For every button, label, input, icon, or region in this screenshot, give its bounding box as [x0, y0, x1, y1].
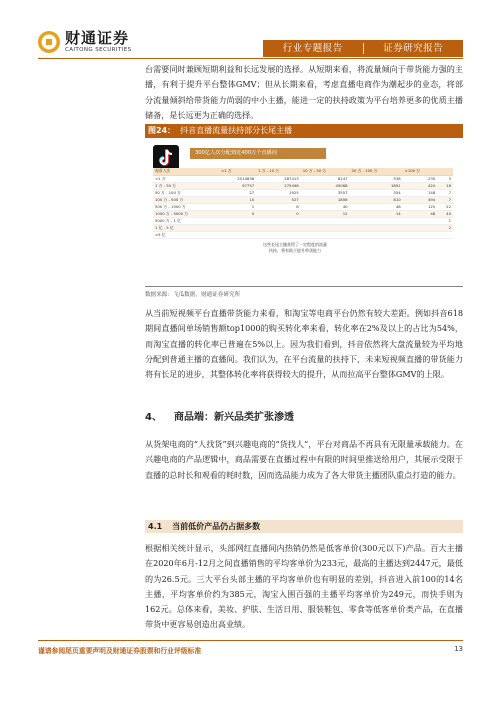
table-cell: 279496: [256, 182, 301, 189]
table-header: 观看人次: [153, 168, 219, 175]
table-cell: 7: [437, 189, 453, 196]
report-category: 行业专题报告: [282, 43, 343, 54]
table-cell: [403, 231, 438, 238]
table-cell: [301, 217, 350, 224]
table-cell: 287413: [256, 175, 301, 182]
subsection-number: 4.1: [148, 522, 163, 531]
table-cell: [350, 231, 403, 238]
row-label: 1 万 - 50 万: [153, 182, 219, 189]
table-cell: [219, 231, 256, 238]
table-row: [153, 231, 453, 238]
figure-number: 图24：: [148, 126, 176, 135]
table-cell: 1: [219, 203, 256, 210]
footer-disclaimer: 谨请参阅尾页重要声明及财通证券股票和行业评级标准: [38, 647, 202, 655]
table-cell: [403, 217, 438, 224]
table-cell: [256, 217, 301, 224]
table-cell: 424: [403, 182, 438, 189]
table-row: [153, 217, 453, 224]
paragraph-3-text: 从货架电商的“人找货”到兴趣电商的“货找人”，平台对商品不再具有无限量承载能力。在兴趣电商的产品逻辑中，商品需要在直播过程中有限的时间里推送给用户，其展示受限于直播的总时长和观看的耗时数，因而选品能力成为了各大带货主播团队重点打造的能力。: [145, 439, 463, 480]
section-number: 4、: [145, 412, 162, 423]
page-header: [0, 0, 500, 60]
table-cell: 1: [437, 217, 453, 224]
table-cell: [403, 224, 438, 231]
table-header-row: [153, 168, 453, 175]
table-row: [153, 182, 453, 189]
paragraph-1-text: 台需要同时兼顾短期利益和长远发展的选择。从短期来看，将流量倾向于带货能力强的主播，有利于提升平台整体GMV；但从长期来看，考虑直播电商作为潮起步的业态，将部分流量倾斜给带货能力尚弱的中小主播，能进一定的扶持政策为平台培养更多的优质主播储备，是长远更为正确的选择。: [145, 64, 463, 120]
figure-source: 数据来源：飞瓜数据，财通证券研究所: [145, 292, 241, 298]
row-label: 1000 万 - 5000 万: [153, 210, 219, 217]
table-cell: 494: [403, 196, 438, 203]
table-cell: 6: [256, 203, 301, 210]
table-header: 50 万 - 100 万: [350, 168, 403, 175]
table-cell: 235: [403, 175, 438, 182]
paragraph-2-text: 从当前短视频平台直播带货能力来看，和淘宝等电商平台仍然有较大差距。例如抖音618期间直播间单场销售额top1000的购买转化率来看，转化率在2%及以上的占比为54%，而淘宝直播的转化率已普遍在5%以上。因为我们看到，抖音依然将大盘流量较为平均地分配到普通主播的直播间。我们认为，在平台流量的扶持下，未来短视频直播的带货能力将有长足的进步，其整体转化率将获得较大的提升，从而拉高平台整体GMV的上限。: [145, 308, 463, 380]
table-header: 10 万 - 50 万: [301, 168, 350, 175]
table-cell: 148: [403, 189, 438, 196]
table-cell: [437, 231, 453, 238]
table-cell: 3557: [301, 189, 350, 196]
table-header: 1 万 - 10 万: [256, 168, 301, 175]
table-cell: 8147: [301, 175, 350, 182]
row-label: 50 万 - 100 万: [153, 189, 219, 196]
table-row: [153, 189, 453, 196]
table-cell: 538: [350, 175, 403, 182]
paragraph-3: [145, 437, 463, 483]
table-cell: [301, 224, 350, 231]
figure-divider: [145, 286, 463, 287]
table-cell: 1891: [350, 182, 403, 189]
report-type-banner: [263, 40, 463, 57]
table-cell: 97757: [219, 182, 256, 189]
traffic-distribution-table: [153, 168, 453, 239]
table-cell: 48: [350, 203, 403, 210]
table-cell: 3: [437, 175, 453, 182]
table-row: [153, 196, 453, 203]
subsection-title: 当前低价产品仍占据多数: [172, 522, 261, 531]
paragraph-2: [145, 306, 463, 382]
table-cell: 45068: [301, 182, 350, 189]
table-cell: 16: [437, 182, 453, 189]
table-row: [153, 210, 453, 217]
caitong-logo-icon: [37, 30, 61, 54]
table-cell: [256, 231, 301, 238]
table-cell: [301, 231, 350, 238]
table-cell: [256, 224, 301, 231]
table-cell: 810: [350, 196, 403, 203]
figure-banner: 300亿人次分配到近400万个直播间: [190, 148, 326, 159]
table-cell: 48: [403, 210, 438, 217]
table-cell: 40: [437, 210, 453, 217]
table-cell: 527: [256, 196, 301, 203]
table-cell: [219, 217, 256, 224]
page-footer: [38, 645, 463, 655]
logo-english: CAITONG SECURITIES: [65, 47, 132, 53]
table-cell: 2014836: [219, 175, 256, 182]
row-label: 100 万 - 500 万: [153, 196, 219, 203]
row-label: 5000 万 - 1 亿: [153, 217, 219, 224]
table-cell: 22: [437, 203, 453, 210]
table-cell: 7: [437, 196, 453, 203]
table-cell: [350, 217, 403, 224]
row-label: 1 亿 - 5 亿: [153, 224, 219, 231]
report-kind: 证券研究报告: [383, 43, 444, 54]
table-row: [153, 203, 453, 210]
table-cell: [350, 224, 403, 231]
page-number: 13: [454, 645, 463, 653]
row-label: >5 亿: [153, 231, 219, 238]
header-divider: [38, 58, 463, 59]
footer-divider: [38, 640, 463, 641]
table-cell: 0: [219, 210, 256, 217]
figure-callout: 这些长尾主播获得了一定程度的流量扶持，将有助于提升带货能力: [263, 242, 327, 253]
table-cell: 12: [301, 210, 350, 217]
logo-chinese: 财通证券: [65, 29, 130, 47]
table-cell: 10: [219, 196, 256, 203]
section-heading: [145, 408, 306, 423]
table-cell: [219, 224, 256, 231]
subsection-heading: [145, 520, 463, 533]
table-cell: 354: [350, 189, 403, 196]
caitong-logo: [37, 30, 131, 54]
table-row: [153, 175, 453, 182]
table-cell: 1856: [301, 196, 350, 203]
table-cell: 0: [256, 210, 301, 217]
figure-caption: 抖音直播流量扶持部分长尾主播: [180, 126, 293, 135]
paragraph-1: [145, 62, 463, 123]
table-cell: 1925: [256, 189, 301, 196]
table-cell: 27: [219, 189, 256, 196]
table-cell: 14: [350, 210, 403, 217]
row-label: 500 万 - 1000 万: [153, 203, 219, 210]
section-title: 商品端：新兴品类扩张渗透: [173, 412, 294, 423]
figure-title: [145, 124, 463, 138]
table-cell: 2: [437, 224, 453, 231]
table-cell: 40: [301, 203, 350, 210]
table-header: <1 万: [219, 168, 256, 175]
paragraph-4-text: 根据相关统计显示，头部网红直播间内热销仍然是低客单价(300元以下)产品。百大主播在2020年6月-12月之间直播销售的平均客单价为233元，最高的主播达到2447元，最低的为26.5元。三大平台头部主播的平均客单价也有明显的差别，抖音进入前100的14名主播，平均客单价约为385元，淘宝入围百强的主播平均客单价为249元，而快手则为162元。总体来看，美妆、护肤、生活日用、服装鞋包、零食等低客单价类产品，在直播带货中更容易创造出高业绩。: [145, 543, 463, 630]
table-row: [153, 224, 453, 231]
paragraph-4: [145, 541, 463, 633]
table-cell: 125: [403, 203, 438, 210]
row-label: <1 万: [153, 175, 219, 182]
table-header: >100 万: [403, 168, 438, 175]
figure-24: [145, 140, 463, 278]
